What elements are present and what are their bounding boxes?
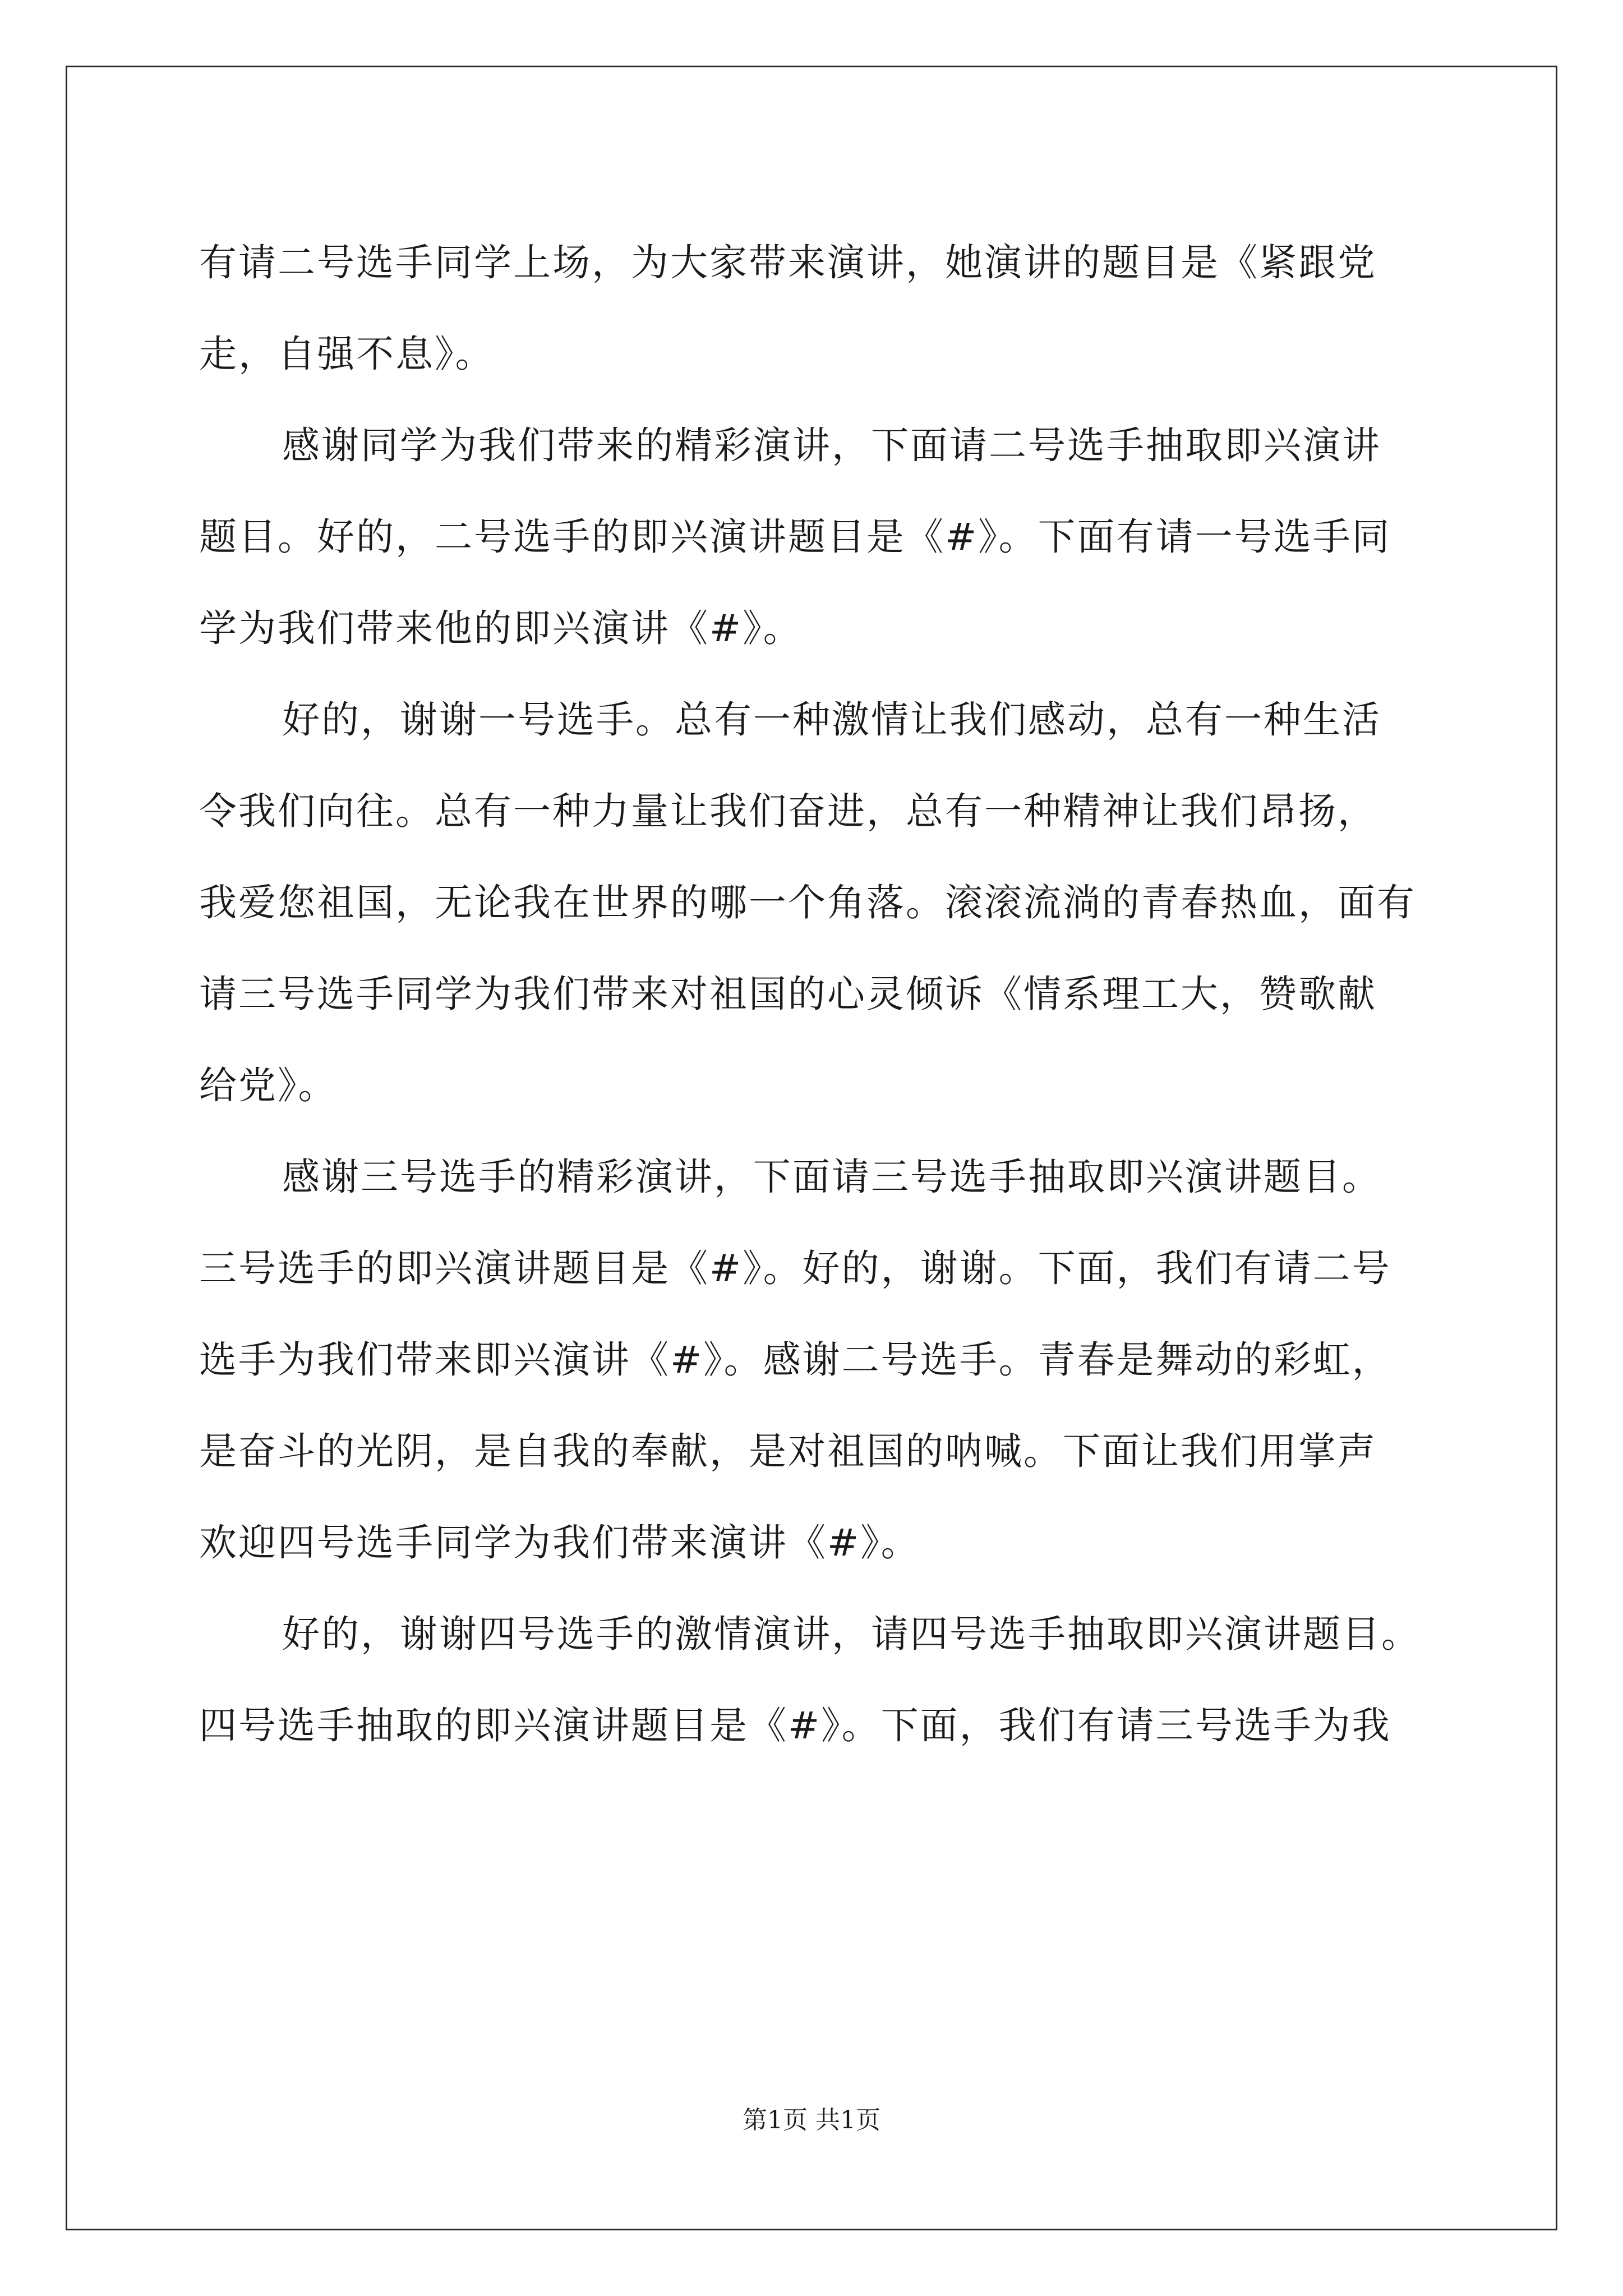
text-line: 四号选手抽取的即兴演讲题目是《#》。下面，我们有请三号选手为我 [199, 1704, 1391, 1747]
text-line: 我爱您祖国，无论我在世界的哪一个角落。滚滚流淌的青春热血，面有 [199, 881, 1416, 924]
page-number-label: 第1页 共1页 [743, 2106, 880, 2134]
text-line: 欢迎四号选手同学为我们带来演讲《#》。 [199, 1521, 920, 1565]
text-line: 三号选手的即兴演讲题目是《#》。好的，谢谢。下面，我们有请二号 [199, 1246, 1391, 1290]
text-line: 感谢同学为我们带来的精彩演讲，下面请二号选手抽取即兴演讲 [282, 424, 1381, 467]
text-line: 有请二号选手同学上场，为大家带来演讲，她演讲的题目是《紧跟党 [199, 241, 1377, 284]
text-line: 感谢三号选手的精彩演讲，下面请三号选手抽取即兴演讲题目。 [282, 1155, 1381, 1199]
document-body [199, 217, 1433, 1772]
text-line: 给党》。 [199, 1064, 338, 1107]
text-line: 请三号选手同学为我们带来对祖国的心灵倾诉《情系理工大，赞歌献 [199, 972, 1377, 1016]
page-footer [0, 2104, 1623, 2137]
text-line: 题目。好的，二号选手的即兴演讲题目是《#》。下面有请一号选手同 [199, 515, 1391, 559]
text-line: 是奋斗的光阴，是自我的奉献，是对祖国的呐喊。下面让我们用掌声 [199, 1429, 1377, 1473]
text-line: 好的，谢谢四号选手的激情演讲，请四号选手抽取即兴演讲题目。 [282, 1612, 1421, 1656]
text-line: 令我们向往。总有一种力量让我们奋进，总有一种精神让我们昂扬， [199, 789, 1377, 833]
text-line: 选手为我们带来即兴演讲《#》。感谢二号选手。青春是舞动的彩虹， [199, 1338, 1391, 1382]
text-line: 走，自强不息》。 [199, 332, 495, 376]
text-line: 好的，谢谢一号选手。总有一种激情让我们感动，总有一种生活 [282, 698, 1381, 742]
text-line: 学为我们带来他的即兴演讲《#》。 [199, 606, 803, 650]
